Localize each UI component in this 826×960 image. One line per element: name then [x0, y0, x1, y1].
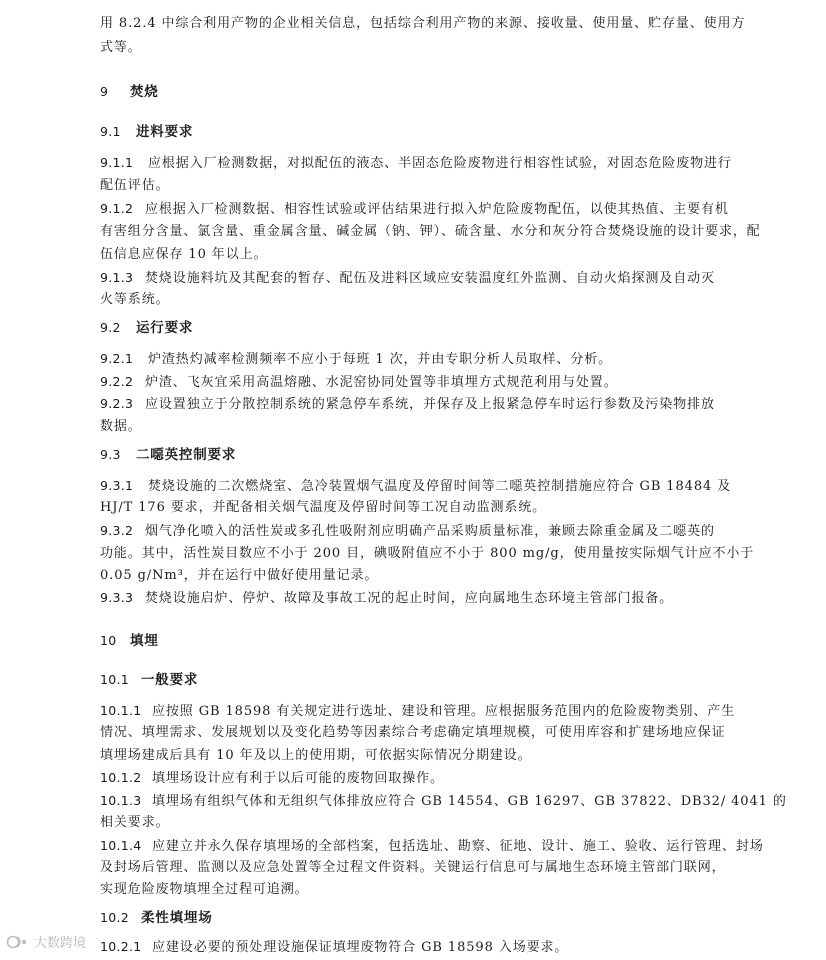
clause-9-2-2: 9.2.2 炉渣、飞灰宜采用高温熔融、水泥窑协同处置等非填埋方式规范利用与处置。	[100, 374, 618, 390]
section-heading-9: 9 焚烧	[100, 84, 159, 100]
clause-10-1-4: 10.1.4 应建立并永久保存填埋场的全部档案，包括选址、勘察、征地、设计、施工、验收、运行管理、封场	[100, 838, 764, 854]
clause-9-3-2: 9.3.2 烟气净化喷入的活性炭或多孔性吸附剂应明确产品采购质量标准，兼顾去除重金属及二噁英的	[100, 523, 715, 539]
paragraph-line: 实现危险废物填埋全过程可追溯。	[100, 882, 309, 897]
paragraph-line: 火等系统。	[100, 292, 170, 307]
paragraph-line: 填埋场建成后具有 10 年及以上的使用期，可依据实际情况分期建设。	[100, 748, 532, 763]
clause-10-2-1: 10.2.1 应建设必要的预处理设施保证填埋废物符合 GB 18598 入场要求。	[100, 939, 569, 955]
clause-10-1-3: 10.1.3 填埋场有组织气体和无组织气体排放应符合 GB 14554、GB 16297、GB 37822、DB32/ 4041 的	[100, 793, 787, 809]
clause-9-2-1: 9.2.1 炉渣热灼减率检测频率不应小于每班 1 次，并由专职分析人员取样、分析。	[100, 351, 613, 367]
section-heading-9-3: 9.3 二噁英控制要求	[100, 447, 237, 463]
paragraph-line: 情况、填埋需求、发展规划以及变化趋势等因素综合考虑确定填埋规模，可使用库容和扩建场地应保证	[100, 725, 726, 740]
paragraph-line: 伍信息应保存 10 年以上。	[100, 247, 268, 262]
logo-icon	[6, 934, 30, 950]
clause-9-1-3: 9.1.3 焚烧设施料坑及其配套的暂存、配伍及进料区域应安装温度红外监测、自动火焰探测及自动灭	[100, 270, 715, 286]
watermark	[6, 932, 86, 951]
paragraph-line: 相关要求。	[100, 815, 170, 830]
watermark-text: 大数跨境	[34, 936, 87, 951]
section-heading-9-1: 9.1 进料要求	[100, 124, 194, 140]
paragraph-line: 数据。	[100, 419, 142, 434]
paragraph-line: 及封场后管理、监测以及应急处置等全过程文件资料。关键运行信息可与属地生态环境主管部门联网，	[100, 860, 726, 875]
clause-9-1-2: 9.1.2 应根据入厂检测数据、相容性试验或评估结果进行拟入炉危险废物配伍，以使其热值、主要有机	[100, 201, 729, 217]
section-heading-10-2: 10.2 柔性填埋场	[100, 910, 213, 926]
paragraph-line: 有害组分含量、氯含量、重金属含量、碱金属（钠、钾）、硫含量、水分和灰分符合焚烧设施的设计要求，配	[100, 224, 761, 239]
section-heading-9-2: 9.2 运行要求	[100, 320, 194, 336]
clause-10-1-1: 10.1.1 应按照 GB 18598 有关规定进行选址、建设和管理。应根据服务范围内的危险废物类别、产生	[100, 703, 736, 719]
paragraph-line: 式等。	[100, 40, 142, 55]
clause-9-2-3: 9.2.3 应设置独立于分散控制系统的紧急停车系统，并保存及上报紧急停车时运行参数及污染物排放	[100, 396, 715, 412]
paragraph-line: HJ/T 176 要求，并配备相关烟气温度及停留时间等工况自动监测系统。	[100, 500, 547, 515]
paragraph-line: 功能。其中，活性炭目数应不小于 200 目，碘吸附值应不小于 800 mg/g，使用量按实际烟气计应不小于	[100, 546, 755, 561]
clause-9-1-1: 9.1.1 应根据入厂检测数据，对拟配伍的液态、半固态危险废物进行相容性试验，对固态危险废物进行	[100, 155, 732, 171]
clause-9-3-1: 9.3.1 焚烧设施的二次燃烧室、急冷装置烟气温度及停留时间等二噁英控制措施应符合 GB 18484 及	[100, 478, 732, 494]
section-heading-10: 10 填埋	[100, 633, 159, 649]
clause-10-1-2: 10.1.2 填埋场设计应有利于以后可能的废物回取操作。	[100, 770, 444, 786]
section-heading-10-1: 10.1 一般要求	[100, 672, 199, 688]
paragraph-line: 0.05 g/Nm³，并在运行中做好使用量记录。	[100, 568, 379, 583]
paragraph-line: 用 8.2.4 中综合利用产物的企业相关信息，包括综合利用产物的来源、接收量、使用量、贮存量、使用方	[100, 16, 746, 31]
paragraph-line: 配伍评估。	[100, 178, 170, 193]
clause-9-3-3: 9.3.3 焚烧设施启炉、停炉、故障及事故工况的起止时间，应向属地生态环境主管部门报备。	[100, 590, 674, 606]
